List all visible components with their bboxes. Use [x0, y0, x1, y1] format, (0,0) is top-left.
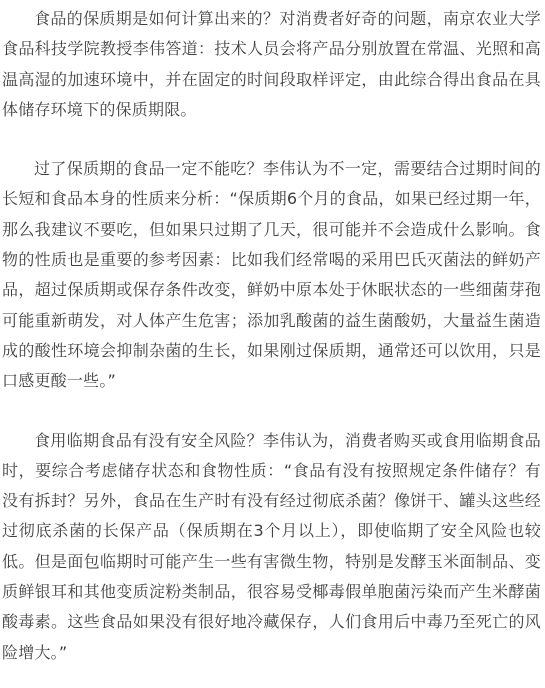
paragraph-shelf-life-calculation: 食品的保质期是如何计算出来的？对消费者好奇的问题，南京农业大学食品科技学院教授李伟答道：技术人员会将产品分别放置在常温、光照和高温高湿的加速环境中，并在固定的时间段取样评定，由此综合得出食品在具体储存环境下的保质期限。 — [2, 9, 541, 119]
paragraph-expired-food: 过了保质期的食品一定不能吃？李伟认为不一定，需要结合过期时间的长短和食品本身的性质来分析：“保质期6个月的食品，如果已经过期一年，那么我建议不要吃，但如果只过期了几天，很可能并不会造成什么影响。食物的性质也是重要的参考因素：比如我们经常喝的采用巴氏灭菌法的鲜奶产品，超过保质期或保存条件改变，鲜奶中原本处于休眠状态的一些细菌芽孢可能重新萌发，对人体产生危害；添加乳酸菌的益生菌酸奶，大量益生菌造成的酸性环境会抑制杂菌的生长，如果刚过保质期，通常还可以饮用，只是口感更酸一些。” — [2, 159, 541, 391]
paragraph-near-expiry-risk: 食用临期食品有没有安全风险？李伟认为，消费者购买或食用临期食品时，要综合考虑储存状态和食物性质：“食品有没有按照规定条件储存？有没有拆封？另外，食品在生产时有没有经过彻底杀菌？像饼干、罐头这些经过彻底杀菌的长保产品（保质期在3个月以上），即使临期了安全风险也较低。但是面包临期时可能产生一些有害微生物，特别是发酵玉米面制品、变质鲜银耳和其他变质淀粉类制品，很容易受椰毒假单胞菌污染而产生米酵菌酸毒素。这些食品如果没有很好地冷藏保存，人们食用后中毒乃至死亡的风险增大。” — [2, 430, 541, 662]
